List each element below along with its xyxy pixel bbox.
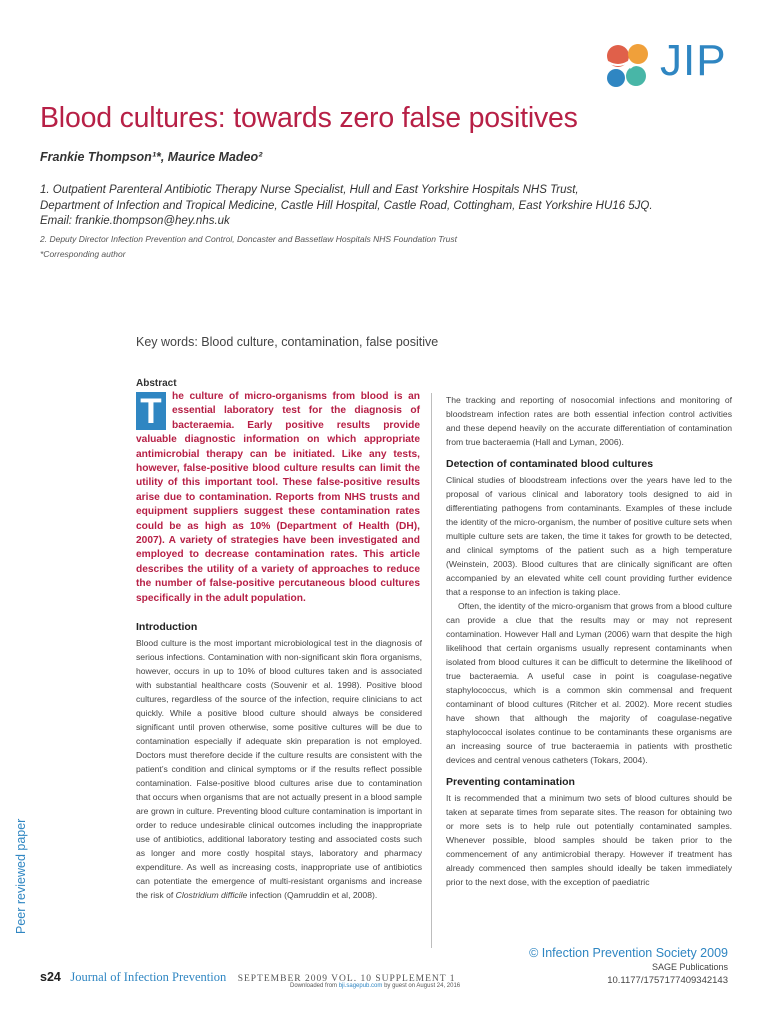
detection-paragraph-1: Clinical studies of bloodstream infections over the years have led to the proposal of various clinical and laboratory tools designed to aid in differentiating pathogens from contaminants. Examples of these include the identity of the micro-organism, the number of positive culture sets when multiple culture sets are taken, the time it takes for growth to be detected, and clinical symptoms of the patient such as a high temperature (Weinstein, 2003). Blood cultures that are clinically significant are often accompanied by an elevated white cell count providing further evidence that a response to an infection is taking place. xyxy=(446,475,732,597)
tracking-paragraph: The tracking and reporting of nosocomial infections and monitoring of bloodstream infection rates are both essential infection control activities and these depend heavily on the accurate differentiation of contamination from true bacteraemia (Hall and Lyman, 2006). xyxy=(446,395,732,447)
article-title: Blood cultures: towards zero false positives xyxy=(40,102,578,134)
page-number: s24 xyxy=(40,970,61,984)
right-column xyxy=(446,393,732,889)
detection-paragraph-2: Often, the identity of the micro-organism that grows from a blood culture can provide a clue that the results may or may not represent contamination. However Hall and Lyman (2006) warn that despite the high likelihood that certain organisms usually represent contaminants when isolated from blood cultures it can be difficult to determine the likelihood of true bacteraemia. A useful case in point is coagulase-negative staphylococcus, which is a common skin commensal and frequent contaminant of blood cultures (Ritcher et al. 2002). More recent studies have shown that although the majority of coagulase-negative staphylococcal isolates continue to be contaminants these organisms are an increasing source of true bacteraemia in patients with prosthetic devices and central venous catheters (Tokars, 2004). xyxy=(446,601,732,765)
affiliation-1-line-2: Department of Infection and Tropical Medicine, Castle Hill Hospital, Castle Road, Cottingham, East Yorkshire HU16 5JQ. xyxy=(40,200,653,212)
copyright: © Infection Prevention Society 2009 xyxy=(529,946,728,960)
column-divider xyxy=(431,393,432,948)
introduction-heading: Introduction xyxy=(136,621,198,633)
download-link[interactable]: bji.sagepub.com xyxy=(338,983,383,989)
publisher: SAGE Publications xyxy=(651,962,728,972)
issue-info: SEPTEMBER 2009 VOL. 10 SUPPLEMENT 1 xyxy=(237,974,456,984)
journal-name: Journal of Infection Prevention xyxy=(70,970,227,984)
preventing-heading: Preventing contamination xyxy=(446,776,575,788)
authors: Frankie Thompson¹*, Maurice Madeo² xyxy=(40,150,263,164)
download-notice: Downloaded from bji.sagepub.com by guest on August 24, 2016 xyxy=(290,983,461,989)
left-column xyxy=(136,620,422,902)
abstract-heading: Abstract xyxy=(136,378,177,389)
detection-heading: Detection of contaminated blood cultures xyxy=(446,458,654,470)
journal-logo xyxy=(600,38,750,98)
affiliation-email: Email: frankie.thompson@hey.nhs.uk xyxy=(40,215,230,227)
corresponding-author-note: *Corresponding author xyxy=(40,249,126,259)
affiliation-1-line-1: 1. Outpatient Parenteral Antibiotic Therapy Nurse Specialist, Hull and East Yorkshire Hospitals NHS Trust, xyxy=(40,184,579,196)
affiliation-2: 2. Deputy Director Infection Prevention and Control, Doncaster and Bassetlaw Hospitals NHS Foundation Trust xyxy=(40,234,458,244)
logo-text: JIP xyxy=(660,36,727,85)
peer-reviewed-label: Peer reviewed paper xyxy=(14,818,28,934)
abstract-text: he culture of micro-organisms from blood is an essential laboratory test for the diagnosis of bacteraemia. Early positive results provide valuable diagnostic information on which appropriate antimicrobial therapy can be initiated. Like any tests, however, false-positive blood culture results can limit the utility of this important tool. These false-positive results arise due to contamination. Reports from NHS trusts and equipment suppliers suggest these contamination rates could be as high as 10% (Department of Health (DH), 2007). A variety of strategies have been investigated and employed to decrease contamination rates. This article describes the utility of a variety of approaches to reduce the number of false-positive percutaneous blood cultures specifically in the adult population. xyxy=(136,391,420,604)
doi: 10.1177/1757177409342143 xyxy=(607,975,728,986)
keywords: Key words: Blood culture, contamination, false positive xyxy=(136,335,439,349)
introduction-paragraph: Blood culture is the most important microbiological test in the diagnosis of serious infections. Contamination with non-significant skin flora organisms, however, occurs in up to 10% of blood cultures taken and is associated with substantial healthcare costs (Souvenir et al. 1998). Positive blood cultures, regardless of the source of the infection, require clinicians to act quickly. While a positive blood culture should always be considered significant until proven otherwise, some positive cultures will be due to contamination especially if adequate skin preparation is not employed. Doctors must therefore decide if the culture results are consistent with the patient’s condition and clinical symptoms or if the results reflect possible contamination. False-positive blood cultures arise due to contamination that occurs when organisms that are not actually present in a blood sample are grown in culture. Preventing blood culture contamination is important in order to reduce undesirable clinical outcomes including the inappropriate use of antibiotics, additional laboratory testing and associated costs such as longer and more costly hospital stays, laboratory and pharmacy expenditure. As well as increasing costs, inappropriate use of antibiotics can potentiate the emergence of multi-resistant organisms and increase the risk of Clostridium difficile infection (Qamruddin et al, 2008). xyxy=(136,638,422,900)
preventing-paragraph: It is recommended that a minimum two sets of blood cultures should be taken at separate times from separate sites. The reason for obtaining two or more sets is to help rule out potentially contaminated samples. Whenever possible, blood samples should be taken prior to the commencement of any antimicrobial therapy. However if treatment has already commenced then samples should ideally be taken immediately prior to the next dose, with the exception of paediatric xyxy=(446,793,732,887)
jip-puzzle-logo-icon xyxy=(600,38,658,98)
abstract-drop-cap: T xyxy=(136,392,166,430)
